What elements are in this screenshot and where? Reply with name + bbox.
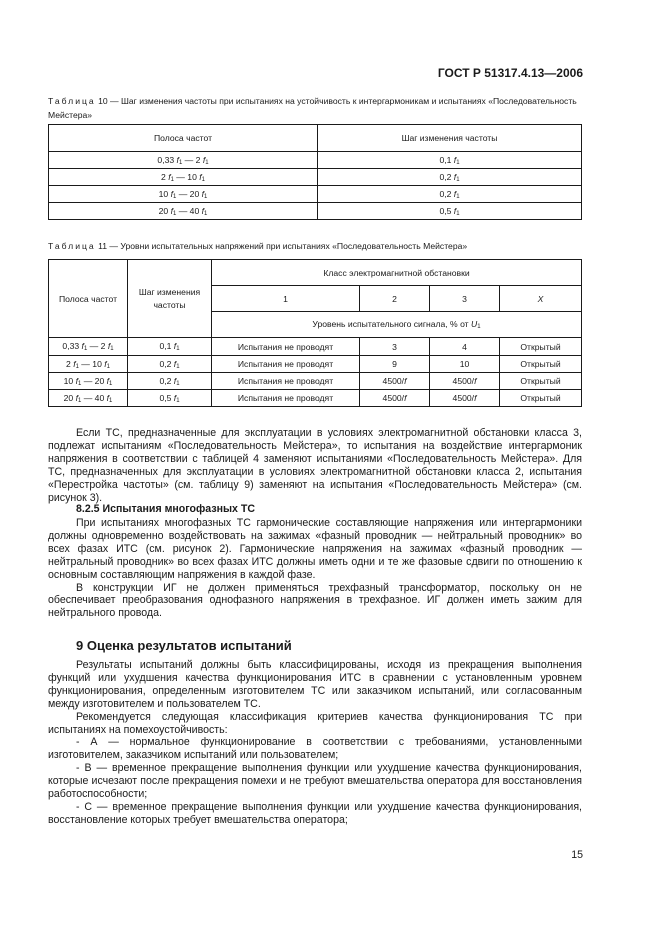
table11-cell: 0,1 $f_1$ [128,338,212,356]
table11-cell: Открытый [500,356,582,373]
table11-header-band: Полоса частот [49,260,128,338]
table11-cell: 10 [430,356,500,373]
table11-header-step-line2: частоты [153,299,186,310]
table10-cell: 0,1 $f_1$ [318,152,582,169]
table10-caption [48,94,582,122]
table10-cell: 10 $f_1$ — 20 $f_1$ [49,186,318,203]
table11-cell: Испытания не проводят [212,338,360,356]
table-11 [48,259,582,407]
paragraph-text: Результаты испытаний должны быть классифицированы, исходя из прекращения выполнения функций или ухудшения качества функционирования ИТС в сравнении с установленным уровнем функционирования, определенным изготовителем ТС или заказчиком испытаний, или согласованным между изготовителем и пользователем ТС. [48,659,582,710]
paragraph-text: В конструкции ИГ не должен применяться трехфазный трансформатор, поскольку он не обеспечивает преобразования однофазного напряжения в трехфазное. ИГ должен иметь зажим для нейтрального провода. [48,581,582,620]
table11-cell: 20 $f_1$ — 40 $f_1$ [49,390,128,407]
table-10 [48,124,582,220]
table10-cell: 0,33 $f_1$ — 2 $f_1$ [49,152,318,169]
table10-cell: 0,2 $f_1$ [318,169,582,186]
table11-cell: 0,33 $f_1$ — 2 $f_1$ [49,338,128,356]
table11-cell: Открытый [500,390,582,407]
table11-caption [48,239,582,253]
paragraph-evaluation [48,659,582,827]
table11-class-x: X [500,286,582,312]
paragraph-text: Рекомендуется следующая классификация критериев качества функционирования ТС при испытаниях на помехоустойчивость: [48,710,582,736]
section-heading-825: 8.2.5 Испытания многофазных ТС [76,503,255,515]
table10-cell: 20 $f_1$ — 40 $f_1$ [49,203,318,220]
table11-cell: 4 [430,338,500,356]
table11-cell: 3 [360,338,430,356]
table11-cell: 4500/f [430,373,500,390]
table11-cell: 2 $f_1$ — 10 $f_1$ [49,356,128,373]
list-item-a: - А — нормальное функционирование в соответствии с требованиями, установленными изготовителем, заказчиком испытаний или пользователем; [48,736,582,762]
paragraph-text: При испытаниях многофазных ТС гармонические составляющие напряжения или интергармоники должны одновременно воздействовать на зажимах «фазный проводник — нейтральный проводник» во всех фазах ИТС (см. рисунок 2). Гармонические напряжения на зажимах «фазный проводник — нейтральный проводник» во всех фазах ИТС должны иметь одни и те же фазовые сдвиги по отношению к основным составляющим напряжения в каждой фазе. [48,517,582,581]
paragraph-multiphase [48,517,582,620]
table11-cell: 10 $f_1$ — 20 $f_1$ [49,373,128,390]
table10-caption-label: Таблица [48,96,96,106]
table10-cell: 0,2 $f_1$ [318,186,582,203]
table11-cell: Открытый [500,338,582,356]
paragraph-meister [48,427,582,504]
page-number: 15 [571,849,583,861]
table10-caption-text: 10 — Шаг изменения частоты при испытаниях на устойчивость к интергармоникам и испытаниях «Последовательность Мейстера» [48,96,577,120]
paragraph-text: Если ТС, предназначенные для эксплуатации в условиях электромагнитной обстановки класса 3, подлежат испытаниям «Последовательность Мейстера», то испытания на воздействие интергармоник напряжения в соответствии с таблицей 4 заменяют испытаниями «Последовательность Мейстера». Для ТС, предназначенных для эксплуатации в условиях электромагнитной обстановки класса 2, испытания «Перестройка частоты» (см. таблицу 9) заменяют на испытания «Последовательность Мейстера» (см. рисунок 3). [48,427,582,504]
table11-cell: Испытания не проводят [212,390,360,407]
table11-header-step-line1: Шаг изменения [138,286,201,297]
document-header: ГОСТ Р 51317.4.13—2006 [437,66,583,80]
table10-header-band: Полоса частот [49,125,318,152]
table11-cell: 9 [360,356,430,373]
table11-cell: 4500/f [430,390,500,407]
table10-cell: 2 $f_1$ — 10 $f_1$ [49,169,318,186]
table11-cell: 0,2 $f_1$ [128,356,212,373]
table11-cell: 4500/f [360,373,430,390]
table11-cell: Открытый [500,373,582,390]
table11-cell: Испытания не проводят [212,373,360,390]
table11-cell: 4500/f [360,390,430,407]
table11-cell: 0,2 $f_1$ [128,373,212,390]
table11-caption-label: Таблица [48,241,96,251]
list-item-b: - В — временное прекращение выполнения функции или ухудшение качества функционирования, которые исчезают после прекращения помехи и не требуют вмешательства оператора для восстановления работоспособности; [48,762,582,801]
section-heading-9: 9 Оценка результатов испытаний [76,638,292,653]
table11-class-3: 3 [430,286,500,312]
table10-cell: 0,5 $f_1$ [318,203,582,220]
table11-header-step [128,260,212,338]
table10-header-step: Шаг изменения частоты [318,125,582,152]
list-item-c: - С — временное прекращение выполнения функции или ухудшение качества функционирования, восстановление которых требует вмешательства оператора; [48,800,582,826]
table11-cell: Испытания не проводят [212,356,360,373]
table11-class-2: 2 [360,286,430,312]
table11-header-class: Класс электромагнитной обстановки [212,260,582,286]
table11-cell: 0,5 $f_1$ [128,390,212,407]
table11-header-level: Уровень испытательного сигнала, % от $U_1$ [212,312,582,338]
table11-caption-text: 11 — Уровни испытательных напряжений при испытаниях «Последовательность Мейстера» [95,241,468,251]
table11-class-1: 1 [212,286,360,312]
